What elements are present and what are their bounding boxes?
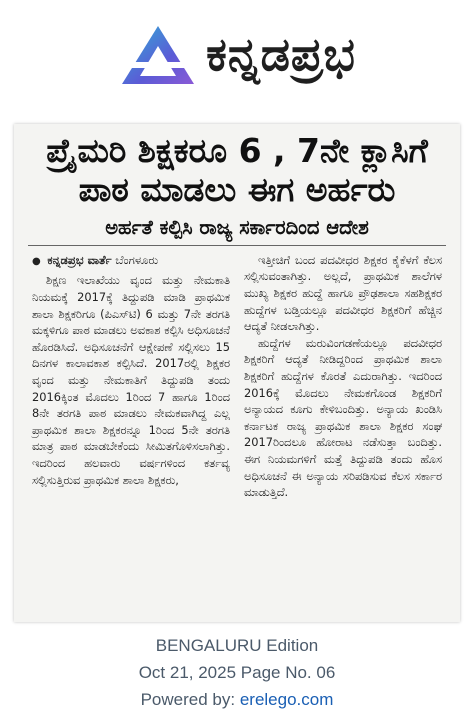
masthead (0, 0, 474, 110)
byline (32, 252, 230, 271)
paragraph: ಶಿಕ್ಷಣ ಇಲಾಖೆಯು ವೃಂದ ಮತ್ತು ನೇಮಕಾತಿ ನಿಯಮಕ್ಕೆ 2017ಕ್ಕೆ ತಿದ್ದುಪಡಿ ಮಾಡಿ ಪ್ರಾಥಮಿಕ ಶಾಲಾ ಶಿಕ್ಷಕರಿಗೂ (ಪಿಎಸ್‌ಟಿ) 6 ಮತ್ತು 7ನೇ ತರಗತಿ ಮಕ್ಕಳಿಗೂ ಪಾಠ ಮಾಡಲು ಅವಕಾಶ ಕಲ್ಪಿಸಿ ಅಧಿಸೂಚನೆ ಹೊರಡಿಸಿದೆ. ಅಧಿಸೂಚನೆಗೆ ಆಕ್ಷೇಪಣೆ ಸಲ್ಲಿಸಲು 15 ದಿನಗಳ ಕಾಲಾವಕಾಶ ಕಲ್ಪಿಸಿದೆ. 2017ರಲ್ಲಿ ಶಿಕ್ಷಕರ ವೃಂದ ಮತ್ತು ನೇಮಕಾತಿಗೆ ತಿದ್ದುಪಡಿ ತಂದು 2016ಕ್ಕಿಂತ ಮೊದಲು 1ರಿಂದ 7 ಹಾಗೂ 1ರಿಂದ 8ನೇ ತರಗತಿ ಪಾಠ ಮಾಡಲು ನೇಮಕವಾಗಿದ್ದ ಎಲ್ಲ ಪ್ರಾಥಮಿಕ ಶಾಲಾ ಶಿಕ್ಷಕರನ್ನೂ 1ರಿಂದ 5ನೇ ತರಗತಿ ಮಾತ್ರ ಪಾಠ ಮಾಡಬೇಕೆಂದು ಸೀಮಿತಗೊಳಿಸಲಾಗಿತ್ತು. ಇದರಿಂದ ಹಲವಾರು ವರ್ಷಗಳಿಂದ ಕರ್ತವ್ಯ ಸಲ್ಲಿಸುತ್ತಿರುವ ಪ್ರಾಥಮಿಕ ಶಾಲಾ ಶಿಕ್ಷಕರು, (32, 273, 230, 487)
paragraph: ಹುದ್ದೆಗಳ ಮರುವಿಂಗಡಣೆಯಲ್ಲೂ ಪದವೀಧರ ಶಿಕ್ಷಕರಿಗೆ ಆದ್ಯತೆ ನೀಡಿದ್ದರಿಂದ ಪ್ರಾಥಮಿಕ ಶಾಲಾ ಶಿಕ್ಷಕರಿಗೆ ಹುದ್ದೆಗಳ ಕೊರತೆ ಎದುರಾಗಿತ್ತು. ಇದರಿಂದ 2016ಕ್ಕೆ ಮೊದಲು ನೇಮಕಗೊಂಡ ಶಿಕ್ಷಕರಿಗೆ ಅನ್ಯಾಯದ ಕೂಗು ಕೇಳಿಬಂದಿತ್ತು. ಅನ್ಯಾಯ ಖಂಡಿಸಿ ಕರ್ನಾಟಕ ರಾಜ್ಯ ಪ್ರಾಥಮಿಕ ಶಾಲಾ ಶಿಕ್ಷಕರ ಸಂಘ 2017ರಿಂದಲೂ ಹೋರಾಟ ನಡೆಸುತ್ತಾ ಬಂದಿತ್ತು. ಈಗ ನಿಯಮಗಳಿಗೆ ಮತ್ತೆ ತಿದ್ದುಪಡಿ ತಂದು ಹೊಸ ಅಧಿಸೂಚನೆ ಈ ಅನ್ಯಾಯ ಸರಿಪಡಿಸುವ ಕೆಲಸ ಸರ್ಕಾರ ಮಾಡುತ್ತಿದೆ. (244, 335, 442, 500)
headline-line-2: ಪಾಠ ಮಾಡಲು ಈಗ ಅರ್ಹರು (78, 169, 396, 209)
article-clipping (14, 124, 460, 622)
date-page-label: Oct 21, 2025 Page No. 06 (138, 663, 336, 682)
byline-place: ಬೆಂಗಳೂರು (115, 252, 159, 267)
article-headline (32, 132, 442, 210)
brand-name: ಕನ್ನಡಪ್ರಭ (206, 27, 356, 81)
erelego-link[interactable]: erelego.com (239, 690, 334, 709)
paragraph: ಇತ್ತೀಚಿಗೆ ಬಂದ ಪದವೀಧರ ಶಿಕ್ಷಕರ ಕೈಕೆಳಗೆ ಕೆಲಸ ಸಲ್ಲಿಸುವಂತಾಗಿತ್ತು. ಅಲ್ಲದೆ, ಪ್ರಾಥಮಿಕ ಶಾಲೆಗಳ ಮುಖ್ಯ ಶಿಕ್ಷಕರ ಹುದ್ದೆ ಹಾಗೂ ಪ್ರೌಢಶಾಲಾ ಸಹಶಿಕ್ಷಕರ ಹುದ್ದೆಗಳ ಬಡ್ತಿಯಲ್ಲೂ ಪದವೀಧರ ಶಿಕ್ಷಕರಿಗೆ ಹೆಚ್ಚಿನ ಆದ್ಯತೆ ನೀಡಲಾಗಿತ್ತು. (244, 252, 442, 334)
byline-source: ಕನ್ನಡಪ್ರಭ ವಾರ್ತೆ (47, 252, 112, 267)
headline-line-1: ಪ್ರೈಮರಿ ಶಿಕ್ಷಕರೂ 6 , 7ನೇ ಕ್ಲಾಸಿಗೆ (46, 131, 428, 170)
bullet-icon: ● (32, 255, 41, 267)
article-subheadline: ಅರ್ಹತೆ ಕಲ್ಪಿಸಿ ರಾಜ್ಯ ಸರ್ಕಾರದಿಂದ ಆದೇಶ (105, 215, 369, 239)
powered-by (0, 686, 474, 713)
powered-by-label: Powered by: (140, 690, 236, 709)
article-body (32, 252, 442, 501)
article-column-left (32, 252, 230, 501)
article-column-right (244, 252, 442, 501)
divider (28, 245, 446, 246)
kannadaprabha-logo-icon (118, 24, 196, 86)
edition-footer (0, 632, 474, 713)
edition-label: BENGALURU Edition (155, 636, 319, 655)
